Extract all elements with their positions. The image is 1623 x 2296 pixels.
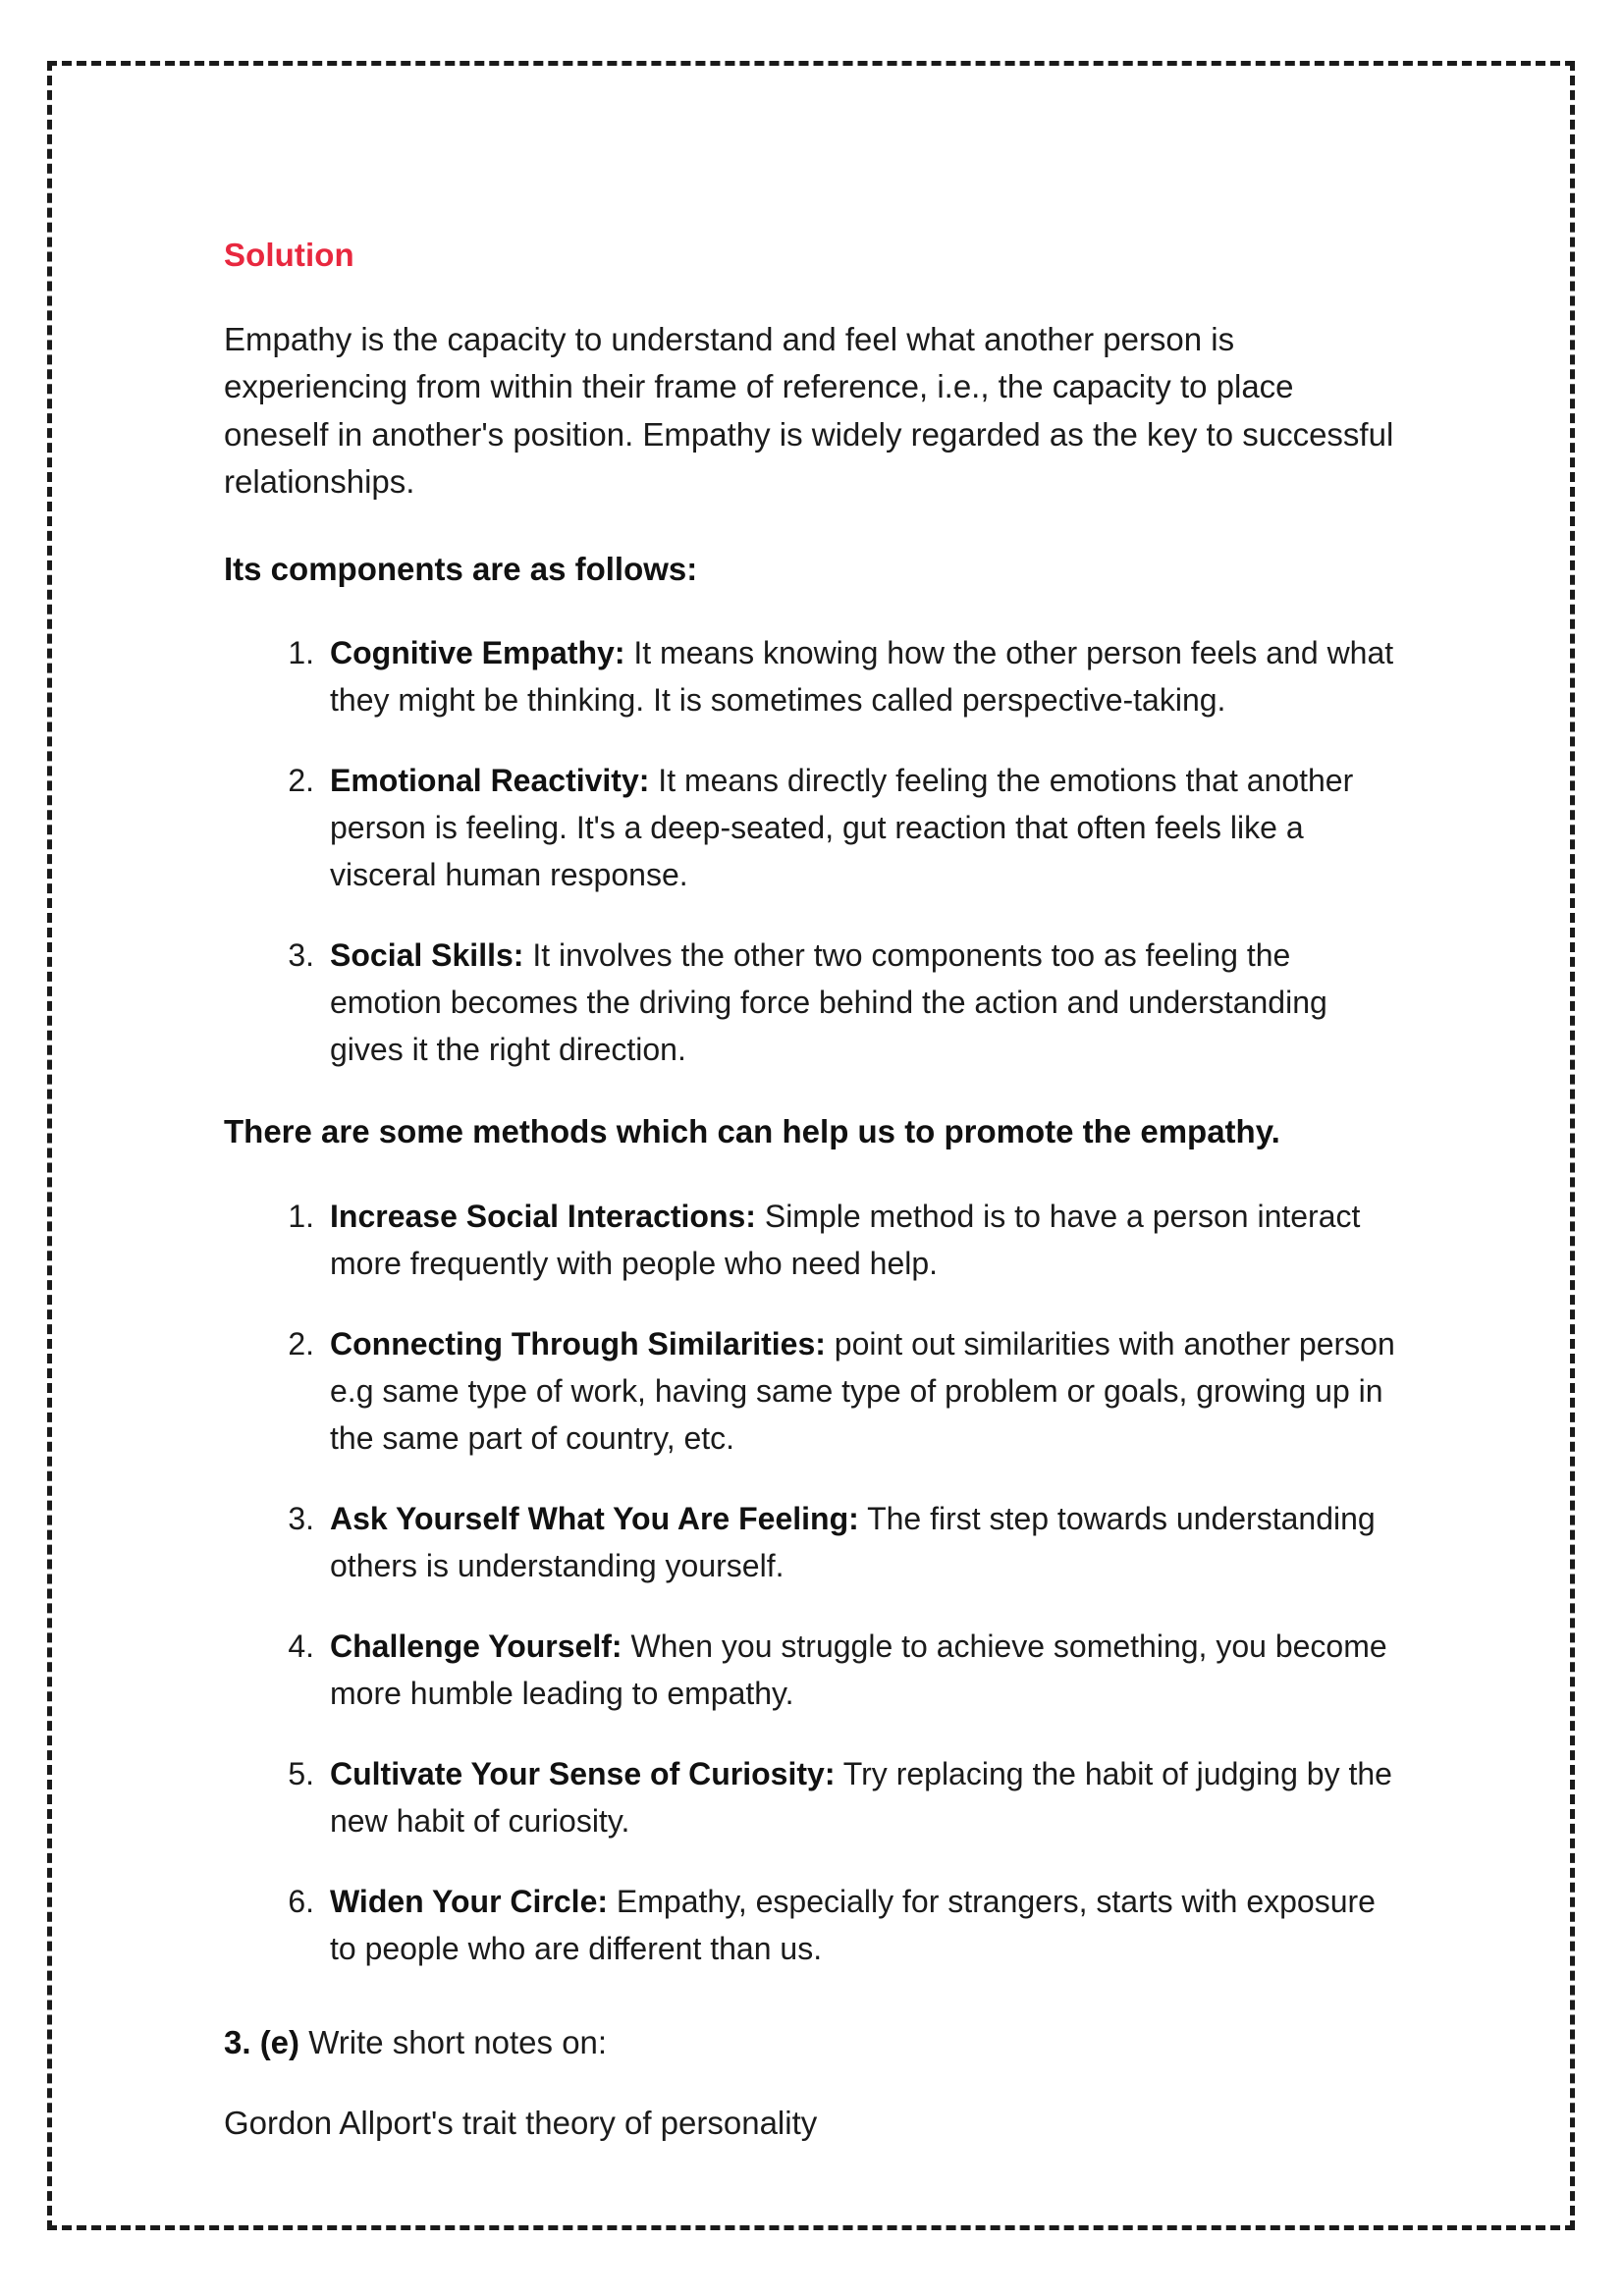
- list-item-text: When you struggle to achieve something, you become more humble leading to empathy.: [330, 1629, 1387, 1712]
- list-item-label: Cultivate Your Sense of Curiosity:: [330, 1756, 836, 1792]
- solution-heading: Solution: [224, 237, 354, 273]
- list-item-label: Ask Yourself What You Are Feeling:: [330, 1501, 859, 1537]
- document-content: [224, 236, 1397, 2147]
- list-item: [224, 629, 1397, 723]
- list-item-text: It involves the other two components too as feeling the emotion becomes the driving force behind the action and understanding gives it the right direction.: [330, 937, 1327, 1068]
- intro-paragraph: Empathy is the capacity to understand and feel what another person is experiencing from within their frame of reference, i.e., the capacity to place oneself in another's position. Empathy is widely regarded as the key to successful relationships.: [224, 320, 1394, 501]
- list-item-label: Social Skills:: [330, 937, 524, 974]
- list-item-text: Empathy, especially for strangers, starts with exposure to people who are different than us.: [330, 1884, 1376, 1967]
- list-item-label: Connecting Through Similarities:: [330, 1326, 826, 1362]
- list-item-text: The first step towards understanding others is understanding yourself.: [330, 1501, 1376, 1584]
- methods-list: [224, 1193, 1397, 1972]
- list-item: [224, 1320, 1397, 1462]
- list-item-text: It means directly feeling the emotions that another person is feeling. It's a deep-seated, gut reaction that often feels like a visceral human response.: [330, 763, 1354, 893]
- next-question-line: [224, 2019, 1397, 2066]
- list-item-text: Try replacing the habit of judging by the new habit of curiosity.: [330, 1756, 1392, 1840]
- list-item: [224, 1193, 1397, 1287]
- next-question-text: Write short notes on:: [299, 2024, 608, 2061]
- list-item: [224, 1495, 1397, 1589]
- list-item-label: Cognitive Empathy:: [330, 635, 625, 671]
- list-item: [224, 757, 1397, 898]
- list-item-text: Simple method is to have a person interact more frequently with people who need help.: [330, 1199, 1361, 1282]
- list-item-label: Challenge Yourself:: [330, 1629, 622, 1665]
- list-item-text: It means knowing how the other person feels and what they might be thinking. It is sometimes called perspective-taking.: [330, 635, 1394, 719]
- list-item-label: Widen Your Circle:: [330, 1884, 609, 1920]
- components-heading: Its components are as follows:: [224, 550, 698, 587]
- next-question-topic: Gordon Allport's trait theory of personality: [224, 2105, 818, 2142]
- list-item-label: Emotional Reactivity:: [330, 763, 650, 799]
- list-item: [224, 1623, 1397, 1717]
- list-item-text: point out similarities with another person e.g same type of work, having same type of problem or goals, growing up in the same part of country, etc.: [330, 1326, 1395, 1457]
- list-item-label: Increase Social Interactions:: [330, 1199, 756, 1235]
- methods-heading: There are some methods which can help us to promote the empathy.: [224, 1113, 1280, 1150]
- list-item: [224, 932, 1397, 1073]
- next-question-number: 3. (e): [224, 2024, 300, 2061]
- list-item: [224, 1750, 1397, 1844]
- components-list: [224, 629, 1397, 1073]
- list-item: [224, 1878, 1397, 1972]
